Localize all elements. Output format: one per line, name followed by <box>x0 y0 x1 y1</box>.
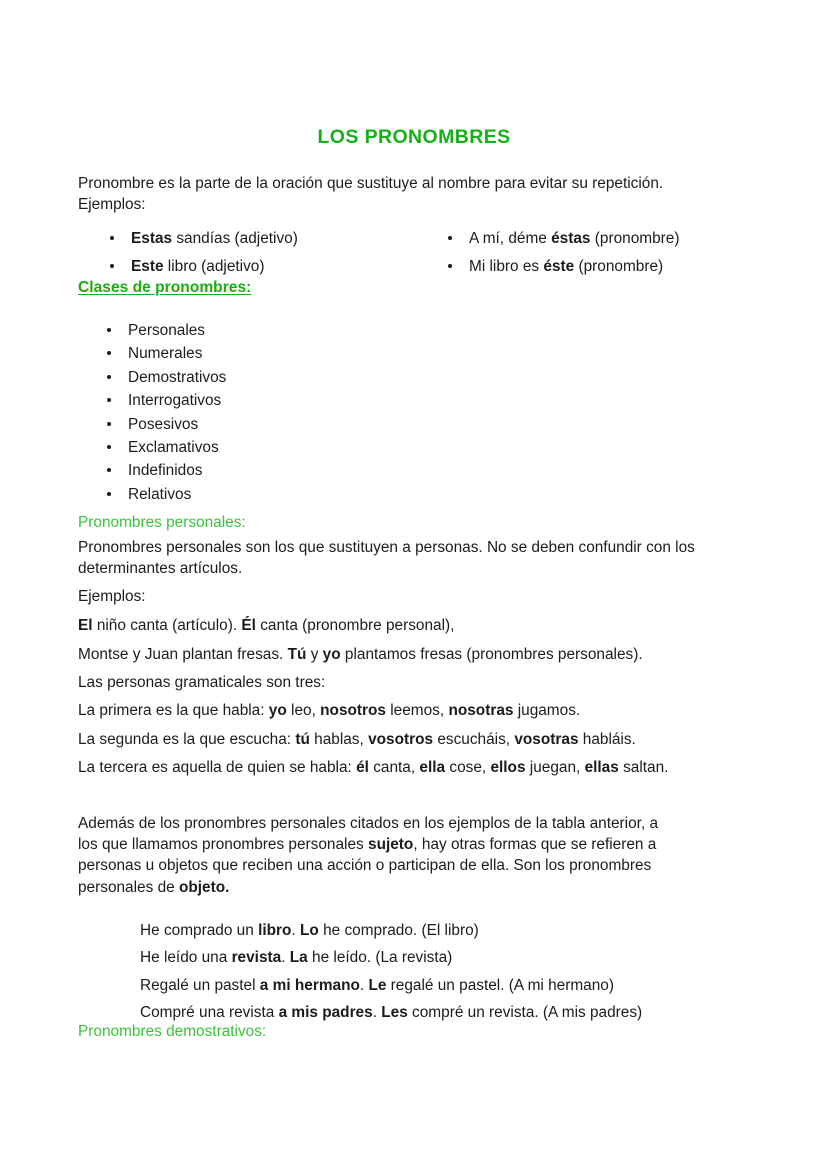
example-bullet-left-0 <box>131 228 298 249</box>
text-run: He leído una <box>140 949 232 966</box>
personales-ejemplos-label: Ejemplos: <box>78 588 146 605</box>
clases-item-label: Demostrativos <box>128 369 227 386</box>
bullet-dot-icon <box>107 351 111 355</box>
text-run: compré un revista. (A mis padres) <box>407 1004 643 1021</box>
clases-list-item-1 <box>128 343 202 364</box>
text-run: He comprado un <box>140 922 259 939</box>
bold-term: vosotras <box>514 731 579 748</box>
bold-term: vosotros <box>368 731 434 748</box>
clases-list-item-2 <box>128 367 226 388</box>
bold-term: sujeto <box>368 836 414 853</box>
bullet-dot-icon <box>448 236 452 240</box>
example-bullet-right-0 <box>469 228 679 249</box>
objeto-paragraph-line-2 <box>78 855 651 876</box>
text-run: regalé un pastel. (A mi hermano) <box>386 977 614 994</box>
text-run: y <box>306 646 323 663</box>
text-run: los que llamamos pronombres personales <box>78 836 369 853</box>
clases-list-item-4 <box>128 414 198 435</box>
text-run: . <box>291 922 300 939</box>
bullet-dot-icon <box>107 328 111 332</box>
objeto-example-line-2 <box>140 975 614 996</box>
text-run: saltan. <box>618 759 669 776</box>
bullet-dot-icon <box>107 492 111 496</box>
example-bullet-left-1 <box>131 256 264 277</box>
text-run: hablas, <box>309 731 369 748</box>
text-run: Mi libro es <box>469 258 544 275</box>
example-bullet-right-1 <box>469 256 663 277</box>
text-run: leemos, <box>385 702 449 719</box>
text-run: La primera es la que habla: <box>78 702 269 719</box>
personales-line-0 <box>78 615 454 636</box>
objeto-example-line-3 <box>140 1002 642 1023</box>
text-run: habláis. <box>578 731 636 748</box>
personales-line-3 <box>78 700 580 721</box>
bold-term: yo <box>268 702 287 719</box>
bold-term: éste <box>543 258 575 275</box>
bold-term: libro <box>258 922 292 939</box>
clases-list-item-5 <box>128 437 219 458</box>
bold-term: tú <box>295 731 310 748</box>
intro-line-1: Pronombre es la parte de la oración que sustituye al nombre para evitar su repetición. <box>78 175 664 192</box>
clases-list-item-7 <box>128 484 191 505</box>
text-run: . <box>281 949 290 966</box>
demostrativos-heading: Pronombres demostrativos: <box>78 1023 267 1040</box>
bold-term: éstas <box>551 230 591 247</box>
bold-term: Le <box>368 977 387 994</box>
bold-term: Les <box>381 1004 408 1021</box>
objeto-paragraph-line-1 <box>78 834 656 855</box>
bold-term: nosotras <box>448 702 514 719</box>
text-run: cose, <box>445 759 491 776</box>
clases-item-label: Relativos <box>128 486 192 503</box>
text-run: escucháis, <box>433 731 515 748</box>
bold-term: Estas <box>131 230 173 247</box>
text-run: he leído. (La revista) <box>307 949 453 966</box>
personales-definition-line-2: determinantes artículos. <box>78 560 243 577</box>
text-run: , hay otras formas que se refieren a <box>413 836 657 853</box>
personales-line-5 <box>78 757 668 778</box>
bullet-dot-icon <box>107 375 111 379</box>
bold-term: a mis padres <box>278 1004 373 1021</box>
bold-term: a mi hermano <box>259 977 360 994</box>
bold-term: nosotros <box>320 702 386 719</box>
bold-term: revista <box>231 949 282 966</box>
bold-term: objeto. <box>178 879 230 896</box>
bold-term: Él <box>241 617 256 634</box>
text-run: juegan, <box>525 759 585 776</box>
personales-line-4 <box>78 729 636 750</box>
clases-heading: Clases de pronombres: <box>78 279 252 296</box>
text-run: Además de los pronombres personales citados en los ejemplos de la tabla anterior, a <box>78 815 659 832</box>
objeto-example-line-1 <box>140 947 452 968</box>
text-run: La segunda es la que escucha: <box>78 731 296 748</box>
bold-term: ellos <box>490 759 526 776</box>
text-run: personas u objetos que reciben una acción o participan de ella. Son los pronombres <box>78 857 652 874</box>
text-run: Compré una revista <box>140 1004 279 1021</box>
bold-term: ella <box>419 759 446 776</box>
clases-item-label: Personales <box>128 322 205 339</box>
bullet-dot-icon <box>107 468 111 472</box>
bold-term: Tú <box>287 646 307 663</box>
personales-heading: Pronombres personales: <box>78 514 246 531</box>
clases-item-label: Posesivos <box>128 416 199 433</box>
text-run: sandías (adjetivo) <box>172 230 298 247</box>
text-run: jugamos. <box>513 702 581 719</box>
text-run: (pronombre) <box>590 230 680 247</box>
text-run: plantamos fresas (pronombres personales). <box>340 646 643 663</box>
text-run: niño canta (artículo). <box>92 617 242 634</box>
text-run: libro (adjetivo) <box>163 258 265 275</box>
text-run: La tercera es aquella de quien se habla: <box>78 759 357 776</box>
personales-line-1 <box>78 644 643 665</box>
bullet-dot-icon <box>110 264 114 268</box>
text-run: (pronombre) <box>574 258 664 275</box>
bullet-dot-icon <box>110 236 114 240</box>
personales-line-2 <box>78 672 325 693</box>
intro-line-2: Ejemplos: <box>78 196 146 213</box>
objeto-example-line-0 <box>140 920 479 941</box>
bold-term: yo <box>322 646 341 663</box>
text-run: canta, <box>368 759 420 776</box>
text-run: . <box>372 1004 382 1021</box>
bold-term: El <box>78 617 93 634</box>
objeto-paragraph-line-3 <box>78 877 229 898</box>
text-run: Las personas gramaticales son tres: <box>78 674 326 691</box>
page-title: LOS PRONOMBRES <box>317 126 511 148</box>
clases-item-label: Indefinidos <box>128 462 203 479</box>
personales-definition-line-1: Pronombres personales son los que sustituyen a personas. No se deben confundir con los <box>78 539 695 556</box>
clases-list-item-0 <box>128 320 205 341</box>
text-run: personales de <box>78 879 179 896</box>
bold-term: ellas <box>584 759 619 776</box>
bullet-dot-icon <box>107 445 111 449</box>
objeto-paragraph-line-0 <box>78 813 658 834</box>
clases-item-label: Interrogativos <box>128 392 222 409</box>
bullet-dot-icon <box>107 422 111 426</box>
clases-item-label: Exclamativos <box>128 439 219 456</box>
text-run: A mí, déme <box>469 230 552 247</box>
clases-list-item-3 <box>128 390 221 411</box>
clases-list-item-6 <box>128 460 202 481</box>
bold-term: Lo <box>299 922 319 939</box>
bold-term: La <box>289 949 308 966</box>
bullet-dot-icon <box>448 264 452 268</box>
bold-term: él <box>356 759 369 776</box>
text-run: leo, <box>286 702 321 719</box>
text-run: Regalé un pastel <box>140 977 260 994</box>
bullet-dot-icon <box>107 398 111 402</box>
clases-item-label: Numerales <box>128 345 203 362</box>
text-run: . <box>359 977 369 994</box>
text-run: Montse y Juan plantan fresas. <box>78 646 288 663</box>
text-run: canta (pronombre personal), <box>255 617 455 634</box>
bold-term: Este <box>131 258 164 275</box>
text-run: he comprado. (El libro) <box>318 922 479 939</box>
